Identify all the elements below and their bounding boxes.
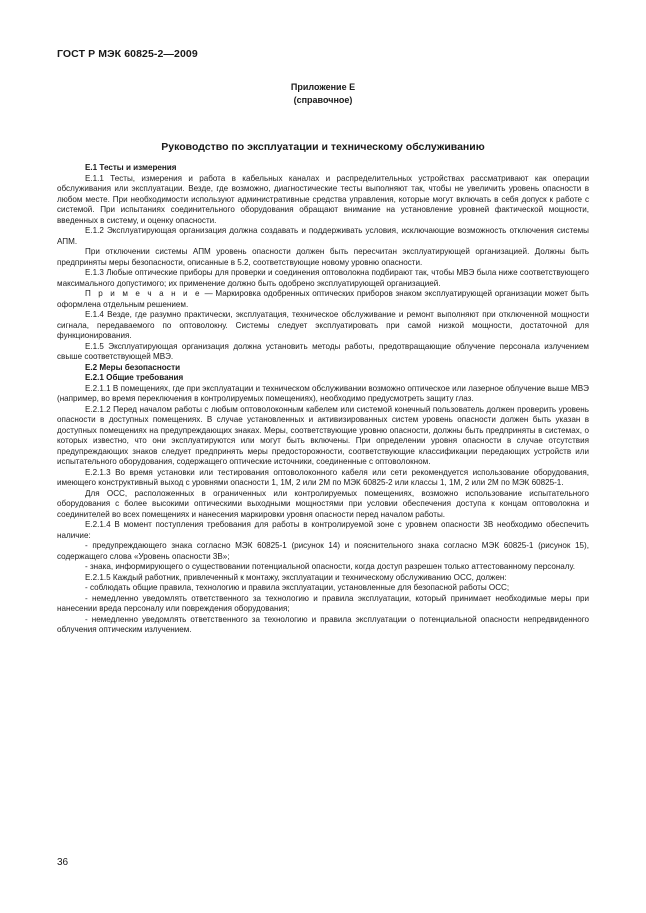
body-paragraph: Е.1.3 Любые оптические приборы для проверки и соединения оптоволокна подбирают так, чтобы МВЭ была ниже соответствующего максимального допустимого; их применение должно быть одобрено эксплуатирующей организацией. [57, 268, 589, 288]
body-paragraph: Е.1.4 Везде, где разумно практически, эксплуатация, техническое обслуживание и ремонт выполняют при отключенной мощности сигнала, передаваемого по оптоволокну. Системы следует эксплуатировать при самой низкой мощности, достаточной для функционирования. [57, 310, 589, 340]
note-paragraph [57, 289, 589, 310]
appendix-note: (справочное) [293, 95, 353, 105]
body-paragraph: - предупреждающего знака согласно МЭК 60825-1 (рисунок 14) и пояснительного знака согласно МЭК 60825-1 (рисунок 15), содержащего слова «Уровень опасности 3В»; [57, 541, 589, 561]
body-paragraph: При отключении системы АПМ уровень опасности должен быть пересчитан эксплуатирующей организацией. Должны быть предприняты меры безопасности, описанные в 5.2, соответствующие новому уровню опасности. [57, 247, 589, 267]
note-text: — Маркировка одобренных оптических приборов знаком эксплуатирующей организации может быть оформлена отдельным решением. [57, 289, 589, 309]
body-paragraph: - соблюдать общие правила, технологию и правила эксплуатации, установленные для безопасной работы ОСС; [85, 583, 510, 592]
section-heading: Е.1 Тесты и измерения [85, 163, 177, 172]
body-paragraph: Е.2.1.3 Во время установки или тестирования оптоволоконного кабеля или сети рекомендуется использование оборудования, имеющего конструктивный выход с уровнями опасности 1, 1М, 2 или 2М по МЭК 60825-2 или классы 1, 1М, 2 или 2М по МЭК 60825-1. [57, 467, 589, 487]
body-paragraph: Е.2.1.1 В помещениях, где при эксплуатации и техническом обслуживании возможно оптическое или лазерное облучение выше МВЭ (например, во время переключения в контролируемых помещениях), необходимо предусмотреть защиту глаз. [57, 383, 589, 403]
body-paragraph: Е.1.2 Эксплуатирующая организация должна создавать и поддерживать условия, исключающие возможность отключения системы АПМ. [57, 226, 589, 246]
page-number: 36 [57, 857, 69, 868]
body-paragraph: Для ОСС, расположенных в ограниченных или контролируемых помещениях, возможно использование испытательного оборудования с более высокими оптическими выходными мощностями при условии обеспечения доступа к концам оптоволокна и соединителей во всех помещениях и нанесения маркировки уровня опасности перед началом работы. [57, 488, 589, 519]
section-heading: Е.2.1 Общие требования [85, 373, 184, 382]
body-paragraph: Е.2.1.2 Перед началом работы с любым оптоволоконным кабелем или системой конечный пользователь должен проверить уровень опасности в доступных помещениях. В случае установленных и активизированных систем уровень опасности должен быть указан в доступных помещениях на предупреждающих знаках. Меры, соответствующие уровню опасности, должны быть предприняты в системах, о которых известно, что они эксплуатируются или могут быть включены. При определении уровня опасности в случае отсутствия предупреждающих знаков следует предпринять меры предосторожности, соответствующие классификации передающих устройств или испытательного оборудования, содержащего оптические источники, соединенные с оптоволокном. [57, 404, 589, 466]
body-paragraph: Е.2.1.4 В момент поступления требования для работы в контролируемой зоне с уровнем опасности 3В необходимо обеспечить наличие: [57, 520, 589, 540]
body-paragraph: - немедленно уведомлять ответственного за технологию и правила эксплуатации, который принимает необходимые меры при нанесении вреда персоналу или повреждения оборудования; [57, 593, 589, 613]
document-body [57, 163, 589, 636]
body-paragraph: - немедленно уведомлять ответственного за технологию и правила эксплуатации о потенциальной опасности непредвиденного облучения оптическим излучением. [57, 614, 589, 634]
body-paragraph: - знака, информирующего о существовании потенциальной опасности, когда доступ разрешен только аттестованному персоналу. [85, 562, 576, 571]
note-label: П р и м е ч а н и е [85, 289, 202, 298]
standard-header: ГОСТ Р МЭК 60825-2—2009 [57, 48, 198, 60]
document-title: Руководство по эксплуатации и техническому обслуживанию [161, 141, 485, 153]
body-paragraph: Е.2.1.5 Каждый работник, привлеченный к монтажу, эксплуатации и техническому обслуживанию ОСС, должен: [85, 572, 507, 582]
section-heading: Е.2 Меры безопасности [85, 362, 181, 372]
appendix-title: Приложение Е [290, 82, 356, 92]
body-paragraph: Е.1.1 Тесты, измерения и работа в кабельных каналах и распределительных устройствах рассматривают как операции обслуживания или эксплуатации. Везде, где возможно, диагностические тесты выполняют так, чтобы не увеличить уровень опасности в любом месте. При необходимости используют административные средства управления, которые могут включать в себя допуск к работе с системой. При испытаниях соединительного оборудования обращают внимание на установление уровней фактической мощности, введенных в систему, и оценку опасности. [57, 173, 589, 225]
body-paragraph: Е.1.5 Эксплуатирующая организация должна установить методы работы, предотвращающие облучение персонала излучением свыше соответствующей МВЭ. [57, 341, 589, 361]
